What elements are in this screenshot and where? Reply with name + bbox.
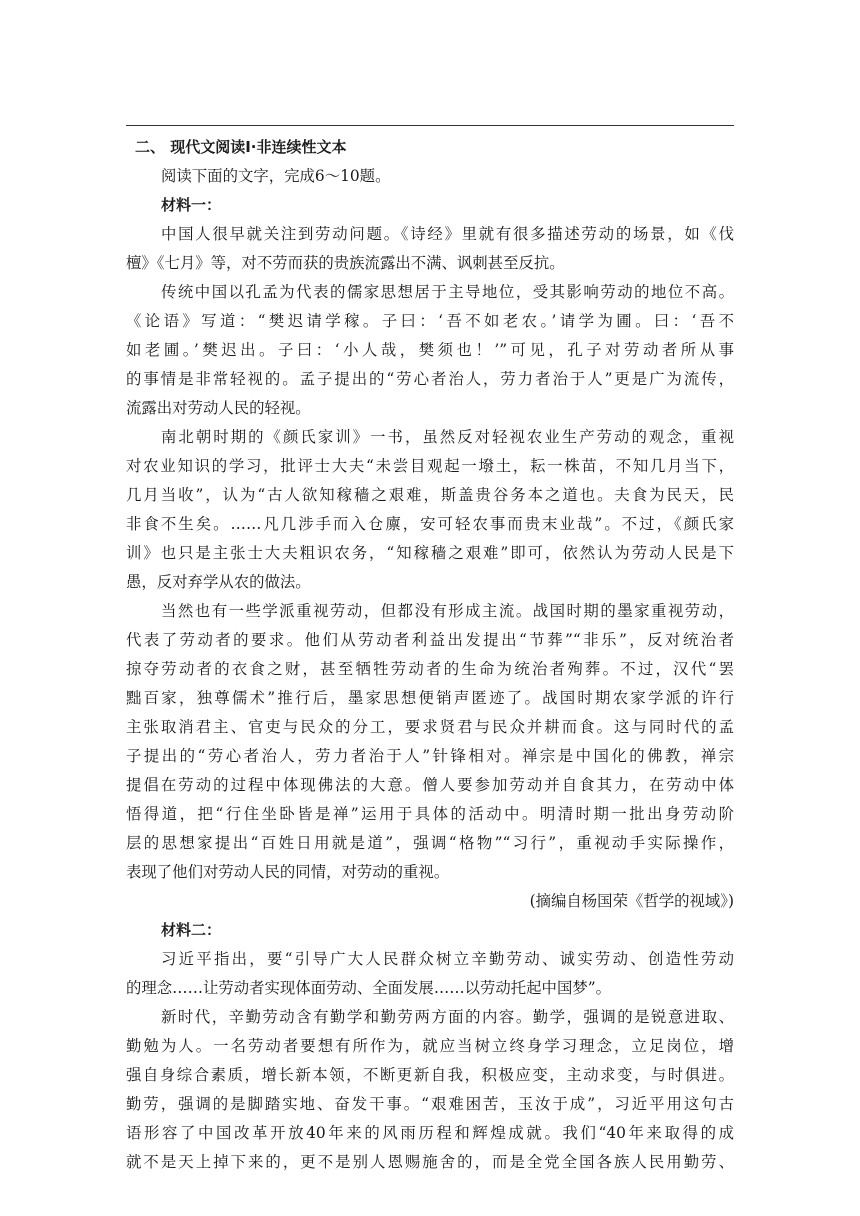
text-line: 檀》《七月》等，对不劳而获的贵族流露出不满、讽刺甚至反抗。 (126, 254, 565, 272)
text-line: 悟得道，把“行住坐卧皆是禅”运用于具体的活动中。明清时期一批出身劳动阶 (126, 805, 734, 823)
text-line: 强自身综合素质，增长新本领，不断更新自我，积极应变，主动求变，与时俱进。 (126, 1066, 734, 1084)
text-line: 如老圃。’樊迟出。子曰：‘小人哉，樊须也！’”可见，孔子对劳动者所从事 (126, 341, 734, 359)
text-line: 当然也有一些学派重视劳动，但都没有形成主流。战国时期的墨家重视劳动， (161, 602, 734, 620)
text-line: 习近平指出，要“引导广大人民群众树立辛勤劳动、诚实劳动、创造性劳动 (161, 950, 734, 968)
text-line: 表现了他们对劳动人民的同情，对劳动的重视。 (126, 863, 450, 881)
text-line: 新时代，辛勤劳动含有勤学和勤劳两方面的内容。勤学，强调的是锐意进取、 (161, 1008, 734, 1026)
text-line: 几月当收”，认为“古人欲知稼穑之艰难，斯盖贵谷务本之道也。夫食为民天，民 (126, 486, 734, 504)
text-line: 提倡在劳动的过程中体现佛法的大意。僧人要参加劳动并自食其力，在劳动中体 (126, 776, 734, 794)
text-line: 掠夺劳动者的衣食之财，甚至牺牲劳动者的生命为统治者殉葬。不过，汉代“罢 (126, 660, 734, 678)
reading-text (126, 133, 734, 1177)
source-citation: (摘编自杨国荣《哲学的视域》) (529, 892, 734, 910)
text-line: 勤劳，强调的是脚踏实地、奋发干事。“艰难困苦，玉汝于成”，习近平用这句古 (126, 1095, 734, 1113)
text-line: 流露出对劳动人民的轻视。 (126, 399, 311, 417)
text-line: 的理念……让劳动者实现体面劳动、全面发展……以劳动托起中国梦”。 (126, 979, 611, 997)
text-line: 《论语》写道：“樊迟请学稼。子曰：‘吾不如老农。’请学为圃。曰：‘吾不 (126, 312, 734, 330)
text-line: 代表了劳动者的要求。他们从劳动者利益出发提出“节葬”“非乐”，反对统治者 (126, 631, 734, 649)
text-line: 子提出的“劳心者治人，劳力者治于人”针锋相对。禅宗是中国化的佛教，禅宗 (126, 747, 734, 765)
section-title: 二、 现代文阅读Ⅰ·非连续性文本 (135, 138, 347, 156)
text-line: 就不是天上掉下来的，更不是别人恩赐施舍的，而是全党全国各族人民用勤劳、 (126, 1153, 734, 1171)
instruction: 阅读下面的文字，完成6～10题。 (161, 167, 391, 185)
text-line: 勤勉为人。一名劳动者要想有所作为，就应当树立终身学习理念，立足岗位，增 (126, 1037, 734, 1055)
text-line: 非食不生矣。……凡几涉手而入仓廪，安可轻农事而贵末业哉”。不过，《颜氏家 (126, 515, 734, 533)
top-divider (126, 125, 734, 126)
text-line: 主张取消君主、官吏与民众的分工，要求贤君与民众并耕而食。这与同时代的孟 (126, 718, 734, 736)
text-line: 的事情是非常轻视的。孟子提出的“劳心者治人，劳力者治于人”更是广为流传， (126, 370, 734, 388)
text-line: 南北朝时期的《颜氏家训》一书，虽然反对轻视农业生产劳动的观念，重视 (161, 428, 734, 446)
text-line: 层的思想家提出“百姓日用就是道”，强调“格物”“习行”，重视动手实际操作， (126, 834, 734, 852)
text-line: 训》也只是主张士大夫粗识农务，“知稼穑之艰难”即可，依然认为劳动人民是下 (126, 544, 734, 562)
text-line: 对农业知识的学习，批评士大夫“未尝目观起一墢土，耘一株苗，不知几月当下， (126, 457, 734, 475)
text-line: 黜百家，独尊儒术”推行后，墨家思想便销声匿迹了。战国时期农家学派的许行 (126, 689, 734, 707)
text-line: 传统中国以孔孟为代表的儒家思想居于主导地位，受其影响劳动的地位不高。 (161, 283, 734, 301)
text-line: 愚，反对弃学从农的做法。 (126, 573, 311, 591)
material-one-heading: 材料一： (161, 196, 222, 214)
text-line: 中国人很早就关注到劳动问题。《诗经》里就有很多描述劳动的场景，如《伐 (161, 225, 734, 243)
material-two-heading: 材料二： (161, 921, 222, 939)
text-line: 语形容了中国改革开放40年来的风雨历程和辉煌成就。我们“40年来取得的成 (126, 1124, 734, 1142)
